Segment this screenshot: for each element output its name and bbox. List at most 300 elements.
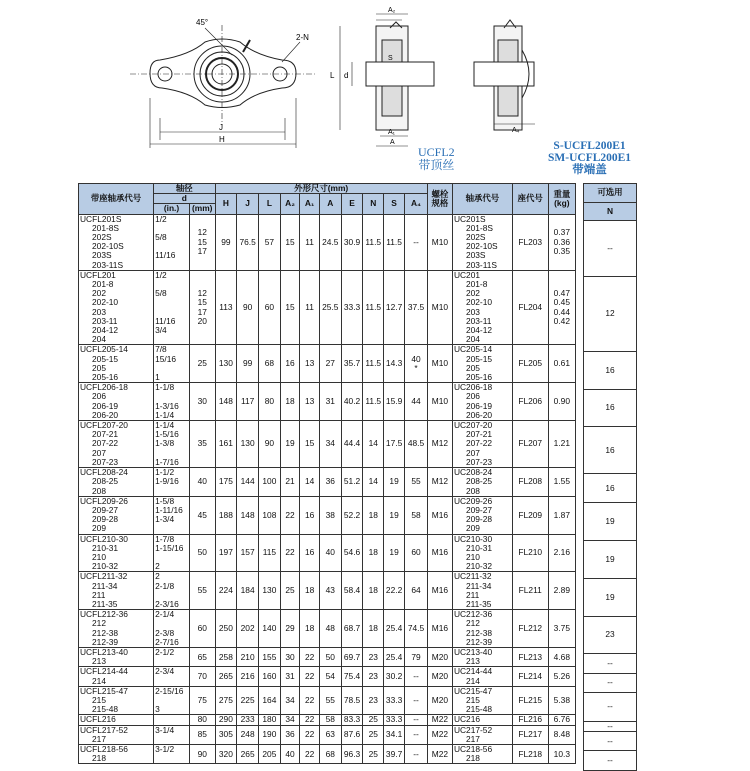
cell-line: 202 — [465, 288, 480, 299]
label-angle: 45° — [196, 18, 209, 27]
cell-a — [319, 468, 341, 497]
cell-line: 40 — [197, 476, 207, 487]
cell-s — [384, 667, 405, 686]
cell-a4 — [405, 667, 428, 686]
cell-n — [363, 647, 384, 666]
cell-weight — [548, 270, 575, 345]
cell-e — [341, 572, 363, 610]
cell-value: 79 — [411, 651, 421, 662]
cell-inch — [154, 270, 190, 345]
table-row — [584, 654, 637, 673]
cell-value: 38 — [325, 509, 335, 520]
header-col-J: J — [237, 194, 259, 214]
cell-inch — [154, 345, 190, 383]
optional-table — [583, 183, 637, 771]
cell-line: 207 — [465, 447, 480, 458]
cell-value: 144 — [240, 476, 255, 487]
cell-value: 19 — [605, 515, 615, 526]
cell-a1 — [300, 686, 320, 715]
header-seat: 座代号 — [512, 184, 548, 215]
spec-table — [78, 183, 576, 764]
cell-line: UC208-24 — [453, 467, 493, 478]
cell-line: 65 — [197, 651, 207, 662]
cell-value: 99 — [242, 358, 253, 369]
cell-e — [341, 383, 363, 421]
table-row — [79, 421, 576, 468]
cell-n — [363, 383, 384, 421]
cell-value: -- — [413, 714, 419, 725]
cell-value: 25 — [368, 714, 378, 725]
cell-value: 23 — [605, 629, 615, 640]
cell-seat — [512, 572, 548, 610]
cell-a1 — [300, 214, 320, 270]
cell-line — [155, 754, 188, 763]
cell-value: 19 — [605, 553, 615, 564]
cell-value: 148 — [240, 509, 255, 520]
cell-value: 25 — [368, 729, 378, 740]
cell-line: 212-38 — [92, 627, 119, 638]
cell-value: 248 — [240, 729, 255, 740]
cell-value: 19 — [605, 591, 615, 602]
cell-value: 60 — [411, 547, 421, 558]
cell-weight — [548, 725, 575, 744]
cell-line: 210 — [465, 551, 480, 562]
cell-l — [259, 383, 281, 421]
cell-value: 90 — [264, 438, 275, 449]
cell-line: 2-1/8 — [155, 580, 175, 591]
cell-j — [237, 214, 259, 270]
cell-line: 204 — [465, 334, 480, 345]
cell-optional-n — [584, 578, 637, 616]
cell-value: 305 — [218, 729, 233, 740]
cell-line: UC213-40 — [453, 646, 493, 657]
cell-seat — [512, 468, 548, 497]
cell-value: 34 — [325, 438, 335, 449]
header-d: d — [154, 194, 215, 204]
cell-a2 — [280, 686, 300, 715]
cell-value: 155 — [262, 651, 277, 662]
cell-value: 22 — [304, 748, 315, 759]
table-row — [79, 610, 576, 648]
cell-a2 — [280, 647, 300, 666]
cell-value: M16 — [431, 509, 449, 520]
cell-line: 211 — [465, 589, 480, 600]
cell-line: 207-23 — [465, 456, 493, 467]
cell-weight — [548, 572, 575, 610]
cell-a1 — [300, 725, 320, 744]
cell-seat — [512, 345, 548, 383]
cell-a1 — [300, 270, 320, 345]
cell-value: FL217 — [518, 729, 543, 740]
cell-e — [341, 214, 363, 270]
cell-line: 201-8 — [92, 279, 114, 290]
table-row — [79, 686, 576, 715]
cell-line: 17 — [197, 306, 207, 317]
cell-value: 31 — [325, 396, 335, 407]
cell-value: 15.9 — [385, 396, 403, 407]
cell-line: 214 — [465, 675, 480, 686]
cell-line: 2 — [155, 561, 160, 572]
cell-mm — [189, 421, 215, 468]
cell-value: 34 — [285, 694, 295, 705]
cell-value: 250 — [218, 622, 233, 633]
cell-inch — [154, 647, 190, 666]
cell-value: FL204 — [518, 302, 543, 313]
cell-seat — [512, 214, 548, 270]
cell-optional-n — [584, 673, 637, 692]
cell-line: UC217-52 — [453, 724, 493, 735]
cell-seat-codes — [79, 534, 154, 572]
cell-value: 68 — [325, 748, 335, 759]
bearing-drawings — [0, 0, 750, 180]
cell-value: 11.5 — [365, 396, 382, 407]
cell-bearing-codes — [452, 572, 512, 610]
cell-value: 22 — [304, 714, 315, 725]
cell-seat — [512, 647, 548, 666]
cell-a1 — [300, 534, 320, 572]
label-A: A — [390, 139, 395, 146]
cell-line: 3-1/2 — [155, 743, 175, 754]
cell-mm — [189, 610, 215, 648]
table-row — [584, 721, 637, 731]
cell-line: 208 — [92, 485, 106, 496]
cell-value: 22 — [304, 670, 315, 681]
table-row — [79, 214, 576, 270]
cell-weight — [548, 686, 575, 715]
cell-bolt — [427, 686, 452, 715]
cell-value: M20 — [431, 670, 449, 681]
cell-line: 210-31 — [92, 542, 119, 553]
cell-n — [363, 610, 384, 648]
cell-a4 — [405, 345, 428, 383]
cell-line: 203S — [92, 250, 112, 261]
cell-line: 0.47 — [553, 288, 570, 299]
cell-weight — [548, 744, 575, 763]
cell-a4 — [405, 686, 428, 715]
cell-inch — [154, 468, 190, 497]
cell-line: 17 — [197, 245, 207, 256]
cell-n — [363, 421, 384, 468]
cell-line: 211 — [92, 589, 106, 600]
cell-line: 205-16 — [92, 372, 119, 383]
cell-inch — [154, 496, 190, 534]
cell-line: 218 — [92, 753, 106, 764]
cell-seat — [512, 744, 548, 763]
cell-bolt — [427, 572, 452, 610]
cell-value: 25.4 — [385, 622, 403, 633]
cell-s — [384, 744, 405, 763]
cell-line: 1-1/4 — [155, 409, 175, 420]
cell-a2 — [280, 214, 300, 270]
cell-line — [155, 261, 188, 270]
cell-value: 48 — [325, 622, 335, 633]
cell-value: 68.7 — [343, 622, 361, 633]
cell-line: UC201 — [453, 269, 481, 280]
cell-line: 204-12 — [465, 325, 493, 336]
cell-line: 204 — [92, 334, 106, 345]
header-mm: (mm) — [189, 204, 215, 214]
header-weight: 重量(kg) — [548, 184, 575, 215]
cell-h — [215, 270, 237, 345]
cell-l — [259, 496, 281, 534]
table-row — [584, 474, 637, 503]
cell-h — [215, 214, 237, 270]
cell-line: UCFL207-20 — [80, 420, 128, 431]
cell-value: 87.6 — [343, 729, 361, 740]
cell-weight — [548, 610, 575, 648]
cell-line: UC216 — [453, 714, 481, 725]
cell-line — [155, 735, 188, 744]
cell-value: 58.4 — [343, 585, 361, 596]
cell-line: UCFL216 — [80, 714, 116, 725]
table-row — [584, 277, 637, 352]
header-col-S: S — [384, 194, 405, 214]
cell-value: 36 — [285, 729, 295, 740]
cell-line: 206-19 — [465, 400, 493, 411]
cell-value: 258 — [218, 651, 233, 662]
cell-a2 — [280, 383, 300, 421]
cell-mm — [189, 345, 215, 383]
label-A1: A₁ — [388, 129, 396, 136]
cell-a1 — [300, 647, 320, 666]
cell-value: 22 — [304, 651, 315, 662]
cell-value: FL209 — [518, 509, 543, 520]
cell-value: 184 — [240, 585, 255, 596]
cell-line: 2-3/16 — [155, 598, 179, 609]
cell-value: 265 — [240, 748, 255, 759]
header-opt-n: N — [584, 203, 637, 221]
cell-line: 1/2 — [155, 213, 167, 224]
cell-value: M10 — [431, 358, 449, 369]
header-col-N: N — [363, 194, 384, 214]
cell-h — [215, 496, 237, 534]
cell-line: 35 — [197, 438, 207, 449]
cell-line: 210-32 — [465, 561, 493, 572]
cell-line: 3.75 — [553, 622, 570, 633]
cell-value: 23 — [368, 670, 378, 681]
cell-value: 11.5 — [365, 236, 382, 247]
cell-line: UC207-20 — [453, 420, 493, 431]
cell-h — [215, 534, 237, 572]
cell-line: 55 — [197, 585, 207, 596]
cell-line: 207-22 — [92, 438, 119, 449]
cell-value: 14 — [368, 476, 378, 487]
cell-line: 215 — [465, 694, 480, 705]
cell-value: 113 — [219, 302, 233, 313]
cell-value: M10 — [431, 236, 449, 247]
cell-line: 211-35 — [92, 598, 118, 609]
cell-line: UCFL209-26 — [80, 495, 128, 506]
cell-j — [237, 610, 259, 648]
cell-value: -- — [413, 694, 419, 705]
cell-value: 58 — [411, 509, 421, 520]
cell-bearing-codes — [452, 270, 512, 345]
cell-weight — [548, 647, 575, 666]
cell-value: 30 — [285, 651, 295, 662]
header-optional: 可选用 — [584, 184, 637, 203]
cell-value: 210 — [240, 651, 255, 662]
cell-value: 19 — [285, 438, 295, 449]
cell-a2 — [280, 270, 300, 345]
cell-h — [215, 715, 237, 725]
cell-line: UCFL205-14 — [80, 344, 128, 355]
cell-a2 — [280, 572, 300, 610]
cell-line — [155, 335, 188, 344]
cell-inch — [154, 383, 190, 421]
cell-n — [363, 534, 384, 572]
cell-line: 85 — [197, 729, 207, 740]
cell-a1 — [300, 383, 320, 421]
cell-bearing-codes — [452, 686, 512, 715]
cell-bearing-codes — [452, 725, 512, 744]
cell-line: 209 — [92, 523, 106, 534]
cell-a — [319, 647, 341, 666]
cell-h — [215, 725, 237, 744]
table-row — [79, 383, 576, 421]
cell-line: 211-35 — [465, 598, 492, 609]
cell-value: 19 — [389, 476, 399, 487]
cell-l — [259, 345, 281, 383]
cell-line: 209-27 — [92, 504, 119, 515]
cell-mm — [189, 572, 215, 610]
cell-line: 1.87 — [553, 509, 570, 520]
cell-seat — [512, 496, 548, 534]
cell-bolt — [427, 383, 452, 421]
cell-line: 75 — [197, 694, 207, 705]
cell-value: 22 — [304, 729, 315, 740]
cell-value: 202 — [240, 622, 255, 633]
cell-line: UC214-44 — [453, 666, 493, 677]
cell-j — [237, 647, 259, 666]
cell-value: 265 — [218, 670, 233, 681]
cell-value: 25.5 — [322, 302, 339, 313]
cell-line: 202-10S — [92, 241, 124, 252]
cell-value: 74.5 — [407, 622, 425, 633]
cell-line: 45 — [197, 509, 207, 520]
cell-line: 2-3/4 — [155, 666, 175, 677]
cell-j — [237, 686, 259, 715]
cell-seat-codes — [79, 572, 154, 610]
cell-a2 — [280, 667, 300, 686]
cell-value: 24.5 — [322, 236, 339, 247]
cell-value: 78.5 — [343, 694, 361, 705]
cell-value: FL205 — [518, 358, 543, 369]
caption-ucfl2 — [418, 146, 455, 172]
table-row — [584, 751, 637, 770]
cell-line: 70 — [197, 670, 207, 681]
cell-line: 20 — [197, 315, 207, 326]
cell-value: 36 — [325, 476, 335, 487]
cell-value: 23 — [368, 694, 378, 705]
cell-value: 14 — [304, 476, 315, 487]
cell-value: 30.2 — [385, 670, 403, 681]
cell-value: M10 — [431, 396, 449, 407]
cell-a4 — [405, 421, 428, 468]
cell-a — [319, 744, 341, 763]
cell-seat — [512, 725, 548, 744]
cell-value: 130 — [240, 438, 255, 449]
table-row — [584, 540, 637, 578]
cell-line: 2-3/8 — [155, 627, 175, 638]
cell-seat-codes — [79, 468, 154, 497]
cell-n — [363, 744, 384, 763]
cell-optional-n — [584, 389, 637, 427]
cell-value: 13 — [304, 358, 315, 369]
cell-bearing-codes — [452, 214, 512, 270]
label-H: H — [219, 135, 225, 144]
table-row — [79, 715, 576, 725]
cell-value: 44 — [411, 396, 421, 407]
cell-value: 11.5 — [365, 302, 382, 313]
cell-line: 2-1/4 — [155, 609, 175, 620]
cell-bolt — [427, 421, 452, 468]
cell-line: 203-11 — [92, 315, 118, 326]
cell-value: 205 — [262, 748, 277, 759]
cell-inch — [154, 534, 190, 572]
cell-value: 115 — [262, 547, 277, 558]
cell-j — [237, 421, 259, 468]
cell-n — [363, 725, 384, 744]
cell-bearing-codes — [452, 715, 512, 725]
table-row — [584, 503, 637, 541]
cell-value: -- — [413, 729, 419, 740]
cell-value: 13 — [304, 396, 315, 407]
cell-value: 16 — [605, 482, 615, 493]
cell-value: 22 — [285, 547, 295, 558]
cell-bearing-codes — [452, 468, 512, 497]
cell-line: 211-34 — [465, 580, 492, 591]
cell-optional-n — [584, 616, 637, 654]
cell-line: 208-25 — [465, 476, 493, 487]
cell-seat — [512, 686, 548, 715]
cell-value: 11.5 — [386, 236, 402, 247]
cell-n — [363, 270, 384, 345]
side-view-drawing — [340, 14, 434, 146]
cell-bolt — [427, 610, 452, 648]
cell-l — [259, 686, 281, 715]
cell-value: 37.5 — [407, 302, 425, 313]
header-dims: 外形尺寸(mm) — [215, 184, 427, 194]
cell-value: 160 — [262, 670, 277, 681]
cell-j — [237, 468, 259, 497]
cell-a1 — [300, 572, 320, 610]
cell-line: 210 — [92, 551, 106, 562]
table-row — [584, 673, 637, 692]
cell-line: 3 — [155, 704, 160, 715]
cell-a4 — [405, 270, 428, 345]
cell-a — [319, 383, 341, 421]
cell-value: 19 — [389, 509, 399, 520]
cell-value: 39.7 — [385, 748, 403, 759]
cell-h — [215, 647, 237, 666]
cell-mm — [189, 686, 215, 715]
cell-e — [341, 421, 363, 468]
caption-line: 带端盖 — [572, 164, 607, 176]
cell-value: 175 — [218, 476, 233, 487]
cell-value: 108 — [262, 509, 277, 520]
cell-line: 7/8 — [155, 344, 167, 355]
cell-line: 80 — [197, 714, 207, 725]
cell-mm — [189, 725, 215, 744]
cell-s — [384, 214, 405, 270]
cell-a — [319, 667, 341, 686]
cell-line: UCFL211-32 — [80, 571, 128, 582]
cell-value: FL208 — [518, 476, 543, 487]
cell-value: 140 — [262, 622, 277, 633]
cell-value: FL211 — [518, 585, 542, 596]
cell-mm — [189, 270, 215, 345]
cell-value: 16 — [605, 402, 615, 413]
